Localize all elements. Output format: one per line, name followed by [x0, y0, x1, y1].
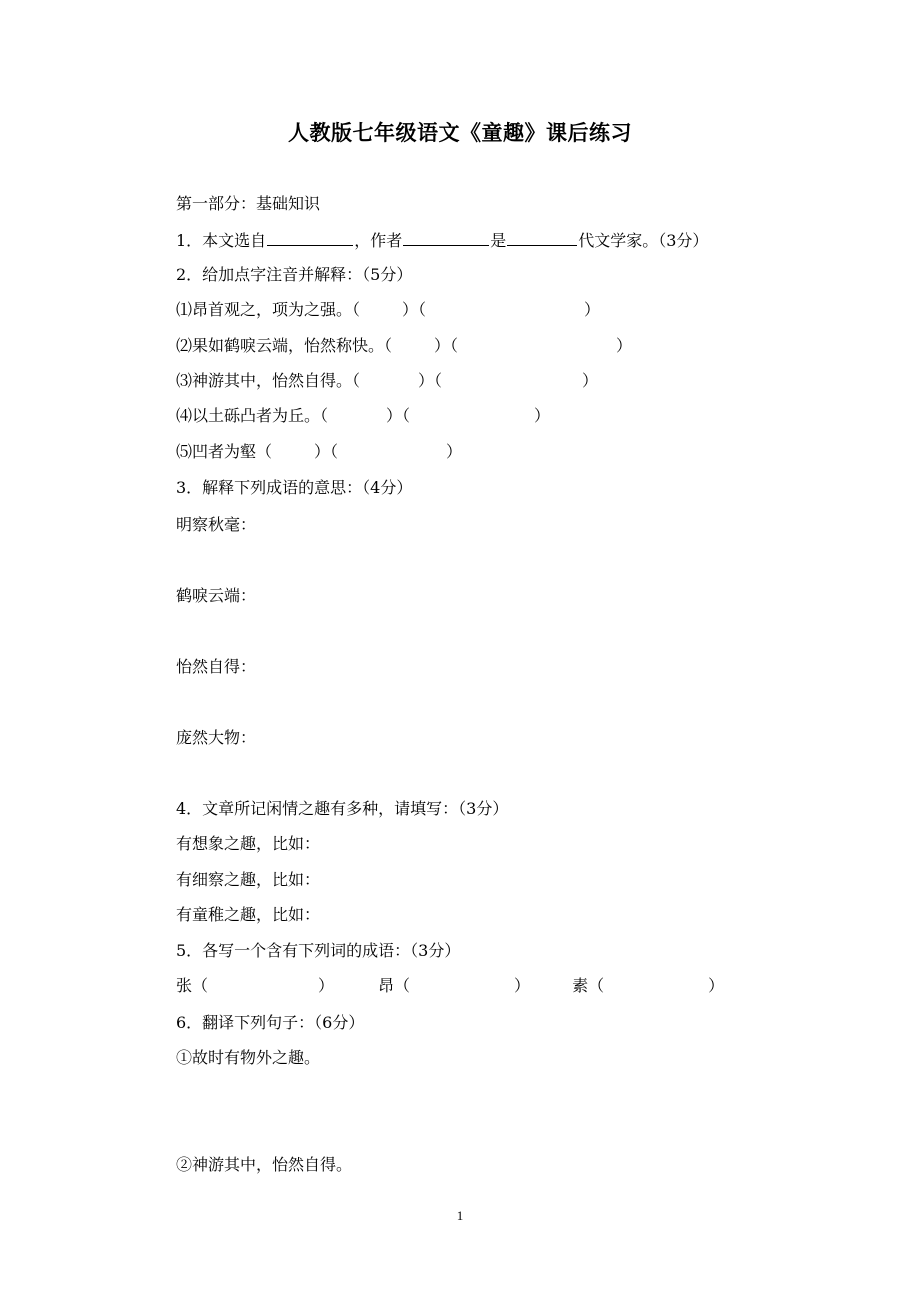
q5-char-zhang: 张（ — [176, 976, 209, 995]
q5-char-ang: 昂（ — [378, 976, 411, 995]
idiom-prompt: 庞然大物： — [176, 728, 257, 747]
q1-blank-author[interactable] — [403, 229, 489, 246]
q2-item-close: ） — [616, 336, 633, 355]
page-number: 1 — [456, 1208, 464, 1223]
q4-item: 有细察之趣，比如： — [176, 870, 321, 889]
q5-close: ） — [514, 976, 531, 995]
q2-item-close: ） — [534, 406, 551, 425]
q2-item-text: ⑷以土砾凸者为丘。（ — [176, 406, 329, 425]
q5-char-su: 素（ — [572, 976, 605, 995]
q1-text-4: 代文学家。（3分） — [578, 231, 709, 250]
q4-item: 有童稚之趣，比如： — [176, 905, 321, 924]
q2-item-sep: ）（ — [418, 371, 443, 390]
idiom-prompt: 明察秋毫： — [176, 515, 257, 534]
q2-item — [176, 370, 598, 392]
page-title: 人教版七年级语文《童趣》课后练习 — [288, 120, 632, 145]
q2-item-close: ） — [584, 300, 601, 319]
q2-item-text: ⑶神游其中，怡然自得。（ — [176, 371, 361, 390]
idiom-prompt: 鹤唳云端： — [176, 586, 257, 605]
q2-item-close: ） — [446, 442, 463, 461]
question-5-heading: 5．各写一个含有下列词的成语：（3分） — [176, 941, 461, 960]
question-4-heading: 4．文章所记闲情之趣有多种，请填写：（3分） — [176, 799, 509, 818]
q2-item — [176, 405, 550, 427]
translation-prompt: ①故时有物外之趣。 — [176, 1048, 321, 1067]
q2-item-sep: ）（ — [386, 406, 411, 425]
q2-item-close: ） — [582, 371, 599, 390]
q2-item-text: ⑴昂首观之，项为之强。（ — [176, 300, 361, 319]
translation-prompt: ②神游其中，怡然自得。 — [176, 1155, 353, 1174]
q2-item-sep: ）（ — [314, 442, 339, 461]
q2-item-text: ⑸凹者为壑（ — [176, 442, 273, 461]
q5-answers — [176, 975, 724, 997]
q2-item-sep: ）（ — [434, 336, 459, 355]
idiom-prompt: 怡然自得： — [176, 657, 257, 676]
question-3-heading: 3．解释下列成语的意思：（4分） — [176, 478, 413, 497]
q1-blank-source[interactable] — [267, 229, 353, 246]
q1-text-1: 1．本文选自 — [176, 231, 267, 250]
q2-item — [176, 299, 600, 321]
q5-close: ） — [318, 976, 335, 995]
q1-text-2: ，作者 — [354, 231, 403, 250]
section-heading: 第一部分：基础知识 — [176, 194, 321, 213]
q2-item — [176, 441, 462, 463]
q2-item — [176, 335, 632, 357]
q5-close: ） — [708, 976, 725, 995]
q4-item: 有想象之趣，比如： — [176, 834, 321, 853]
q1-text-3: 是 — [490, 231, 507, 250]
question-2-heading: 2．给加点字注音并解释：（5分） — [176, 265, 413, 284]
q1-blank-dynasty[interactable] — [507, 229, 577, 246]
q2-item-text: ⑵果如鹤唳云端，怡然称快。（ — [176, 336, 393, 355]
question-1 — [176, 229, 708, 252]
question-6-heading: 6．翻译下列句子：（6分） — [176, 1013, 365, 1032]
q2-item-sep: ）（ — [402, 300, 427, 319]
